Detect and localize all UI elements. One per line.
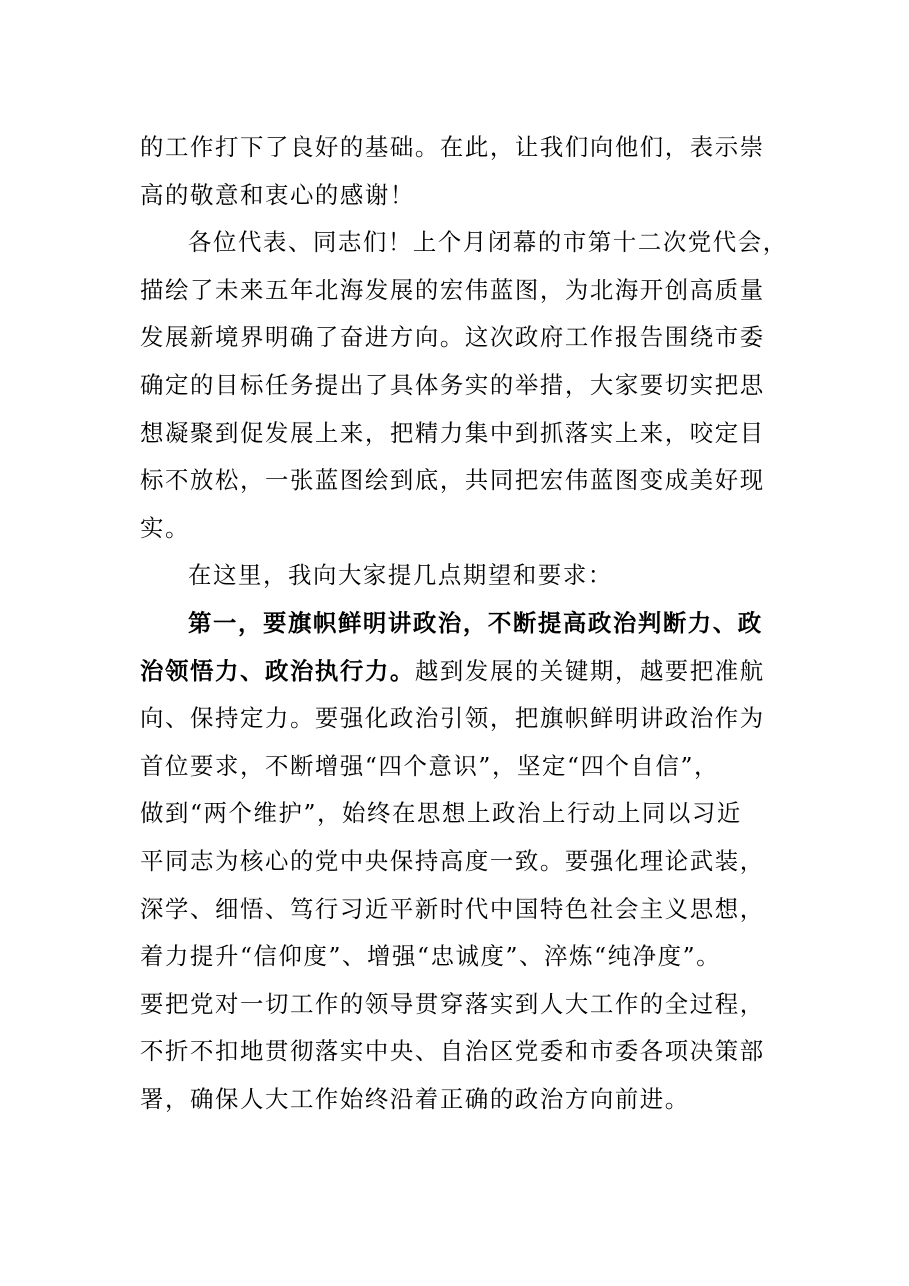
text-line: 首位要求，不断增强“四个意识”，坚定“四个自信”， bbox=[140, 751, 720, 780]
text-line: 确定的目标任务提出了具体务实的举措，大家要切实把思 bbox=[140, 370, 765, 399]
text-line: 发展新境界明确了奋进方向。这次政府工作报告围绕市委 bbox=[140, 323, 765, 352]
text-line: 署，确保人大工作始终沿着正确的政治方向前进。 bbox=[140, 1084, 690, 1113]
text-line: 的工作打下了良好的基础。在此，让我们向他们，表示崇 bbox=[140, 133, 765, 161]
text-line bbox=[140, 648, 765, 696]
text-line: 平同志为核心的党中央保持高度一致。要强化理论武装， bbox=[140, 846, 765, 875]
document-body bbox=[140, 124, 788, 1123]
text-line: 要把党对一切工作的领导贯穿落实到人大工作的全过程， bbox=[140, 989, 765, 1018]
text-line: 实。 bbox=[140, 513, 190, 542]
text-line: 向、保持定力。要强化政治引领，把旗帜鲜明讲政治作为 bbox=[140, 704, 765, 733]
text-line: 不折不扣地贯彻落实中央、自治区党委和市委各项决策部 bbox=[140, 1037, 765, 1066]
text-line bbox=[140, 600, 765, 648]
text-line: 各位代表、同志们！上个月闭幕的市第十二次党代会， bbox=[188, 228, 788, 257]
text-line: 深学、细悟、笃行习近平新时代中国特色社会主义思想， bbox=[140, 894, 765, 923]
text-line: 着力提升“信仰度”、增强“忠诚度”、淬炼“纯净度”。 bbox=[140, 942, 722, 971]
text-line: 在这里，我向大家提几点期望和要求： bbox=[188, 561, 613, 590]
text-run: 越到发展的关键期，越要把准航 bbox=[414, 656, 765, 685]
text-line: 想凝聚到促发展上来，把精力集中到抓落实上来，咬定目 bbox=[140, 418, 765, 447]
text-line: 做到“两个维护”，始终在思想上政治上行动上同以习近 bbox=[140, 799, 742, 828]
text-line: 高的敬意和衷心的感谢！ bbox=[140, 180, 415, 209]
text-line: 标不放松，一张蓝图绘到底，共同把宏伟蓝图变成美好现 bbox=[140, 466, 765, 495]
bold-heading: 第一，要旗帜鲜明讲政治，不断提高政治判断力、政 bbox=[188, 608, 763, 637]
bold-heading: 治领悟力、政治执行力。 bbox=[140, 656, 415, 685]
text-line: 描绘了未来五年北海发展的宏伟蓝图，为北海开创高质量 bbox=[140, 275, 765, 304]
